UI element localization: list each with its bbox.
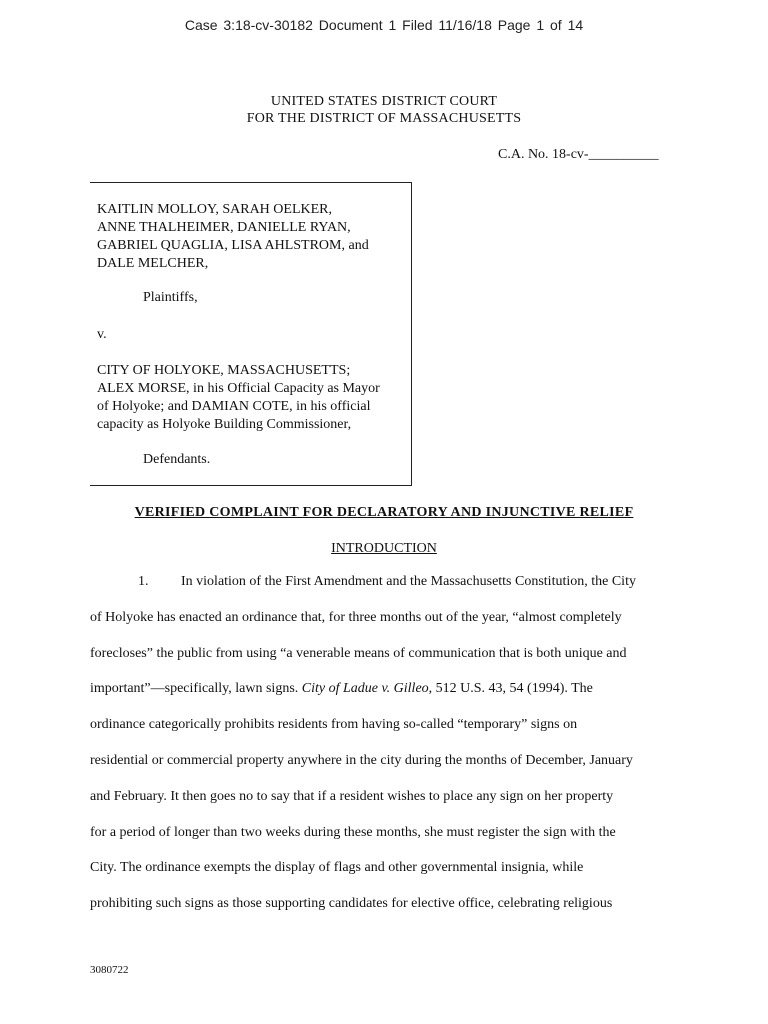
paragraph-line: ordinance categorically prohibits residents from having so-called “temporary” signs on <box>90 717 578 733</box>
court-name-line: UNITED STATES DISTRICT COURT <box>270 94 498 109</box>
paragraph-line: important”—specifically, lawn signs. City of Ladue v. Gilleo, 512 U.S. 43, 54 (1994). The <box>90 681 593 697</box>
paragraph-line: for a period of longer than two weeks during these months, she must register the sign with the <box>90 824 616 840</box>
paragraph-line <box>90 564 680 600</box>
plaintiffs-line: DALE MELCHER, <box>97 256 209 271</box>
paragraph-line-text: In violation of the First Amendment and the Massachusetts Constitution, the City <box>181 574 636 589</box>
document-title: VERIFIED COMPLAINT FOR DECLARATORY AND INJUNCTIVE RELIEF <box>134 505 634 520</box>
plaintiffs-label: Plaintiffs, <box>143 290 198 305</box>
paragraph-line: residential or commercial property anywhere in the city during the months of December, January <box>90 752 633 768</box>
plaintiffs-line: GABRIEL QUAGLIA, LISA AHLSTROM, and <box>97 238 369 253</box>
defendants-line: of Holyoke; and DAMIAN COTE, in his official <box>97 399 371 414</box>
plaintiffs-names <box>97 201 407 273</box>
paragraph-number: 1. <box>138 574 149 589</box>
paragraph-line: forecloses” the public from using “a venerable means of communication that is both unique and <box>90 645 627 661</box>
defendants-line: CITY OF HOLYOKE, MASSACHUSETTS; <box>97 363 351 378</box>
section-heading: INTRODUCTION <box>331 541 437 556</box>
paragraph-line: City. The ordinance exempts the display of flags and other governmental insignia, while <box>90 860 584 876</box>
paragraph-line: of Holyoke has enacted an ordinance that, for three months out of the year, “almost completely <box>90 609 622 625</box>
paragraph-1 <box>90 564 680 922</box>
case-number: C.A. No. 18-cv-__________ <box>498 147 659 162</box>
paragraph-line: and February. It then goes no to say that if a resident wishes to place any sign on her property <box>90 788 614 804</box>
court-heading <box>0 93 768 127</box>
paragraph-line: prohibiting such signs as those supporting candidates for elective office, celebrating religious <box>90 896 613 912</box>
defendants-line: capacity as Holyoke Building Commissioner, <box>97 417 352 432</box>
document-id: 3080722 <box>90 964 129 976</box>
defendants-line: ALEX MORSE, in his Official Capacity as Mayor <box>97 381 380 396</box>
case-citation: City of Ladue v. Gilleo <box>301 681 429 697</box>
plaintiffs-line: ANNE THALHEIMER, DANIELLE RYAN, <box>97 220 351 235</box>
court-district-line: FOR THE DISTRICT OF MASSACHUSETTS <box>246 111 522 126</box>
versus-label: v. <box>97 327 107 342</box>
defendants-names <box>97 362 407 434</box>
case-header-stamp: Case 3:18-cv-30182 Document 1 Filed 11/16/18 Page 1 of 14 <box>184 17 584 33</box>
defendants-label: Defendants. <box>143 452 211 467</box>
plaintiffs-line: KAITLIN MOLLOY, SARAH OELKER, <box>97 202 333 217</box>
